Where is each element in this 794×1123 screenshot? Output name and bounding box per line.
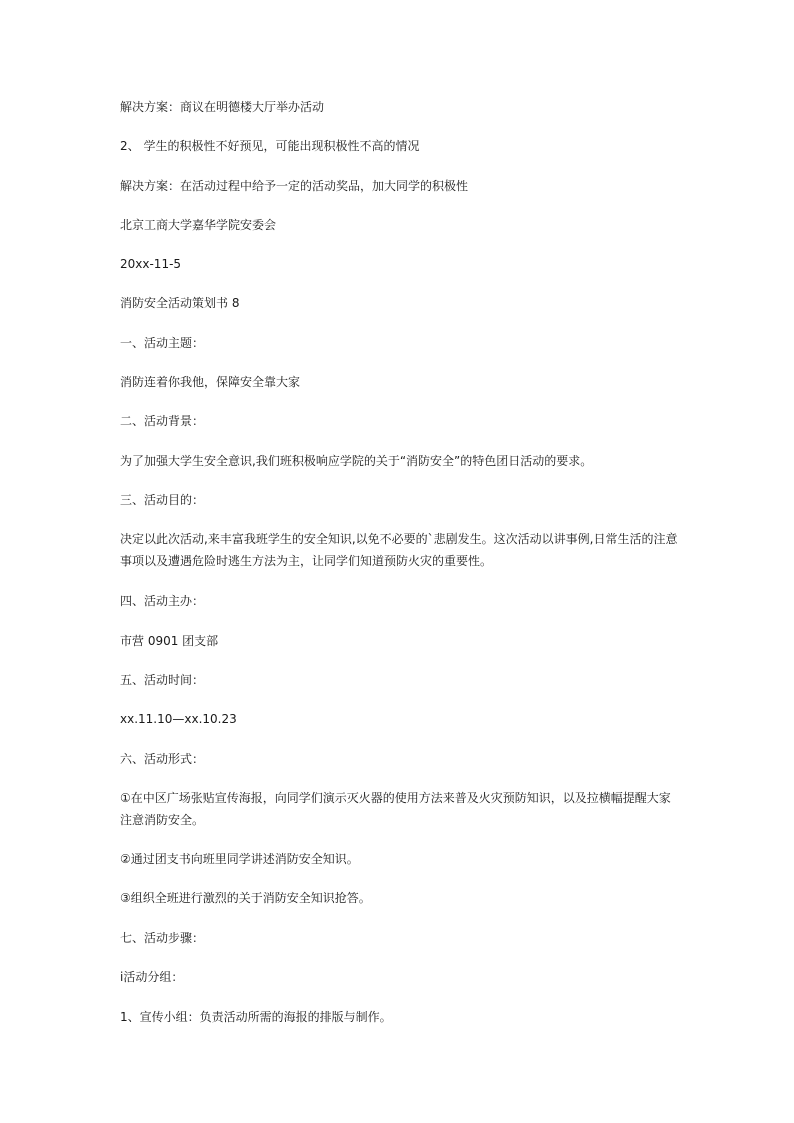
paragraph-issue-2: 2、 学生的积极性不好预见，可能出现积极性不高的情况	[120, 139, 420, 153]
paragraph-solution-prizes: 解决方案：在活动过程中给予一定的活动奖品，加大同学的积极性	[120, 179, 469, 193]
list-item-publicity-group: 1、宣传小组：负责活动所需的海报的排版与制作。	[120, 1010, 392, 1024]
paragraph-purpose: 决定以此次活动,来丰富我班学生的安全知识,以免不必要的`悲剧发生。这次活动以讲事例,日常生活的注意事项以及遭遇危险时逃生方法为主，让同学们知道预防火灾的重要性。	[120, 532, 678, 568]
list-item-format-3: ③组织全班进行激烈的关于消防安全知识抢答。	[120, 891, 371, 905]
heading-host: 四、活动主办：	[120, 594, 205, 608]
heading-time: 五、活动时间：	[120, 673, 205, 687]
heading-format: 六、活动形式：	[120, 752, 205, 766]
paragraph-date: 20xx-11-5	[120, 257, 182, 271]
heading-grouping: ⅰ活动分组：	[120, 970, 184, 984]
heading-theme: 一、活动主题：	[120, 336, 205, 350]
paragraph-background: 为了加强大学生安全意识,我们班积极响应学院的关于“消防安全”的特色团日活动的要求。	[120, 454, 593, 468]
heading-background: 二、活动背景：	[120, 414, 205, 428]
list-item-format-1: ①在中区广场张贴宣传海报，向同学们演示灭火器的使用方法来普及火灾预防知识，以及拉横幅提醒大家注意消防安全。	[120, 791, 671, 827]
paragraph-time: xx.11.10—xx.10.23	[120, 712, 237, 726]
heading-steps: 七、活动步骤：	[120, 931, 205, 945]
paragraph-host: 市营 0901 团支部	[120, 634, 219, 648]
paragraph-theme: 消防连着你我他，保障安全靠大家	[120, 375, 301, 389]
paragraph-solution-venue: 解决方案：商议在明德楼大厅举办活动	[120, 100, 325, 114]
paragraph-organizer: 北京工商大学嘉华学院安委会	[120, 218, 277, 232]
heading-purpose: 三、活动目的：	[120, 493, 205, 507]
section-title-plan-8: 消防安全活动策划书 8	[120, 296, 240, 310]
list-item-format-2: ②通过团支书向班里同学讲述消防安全知识。	[120, 852, 359, 866]
